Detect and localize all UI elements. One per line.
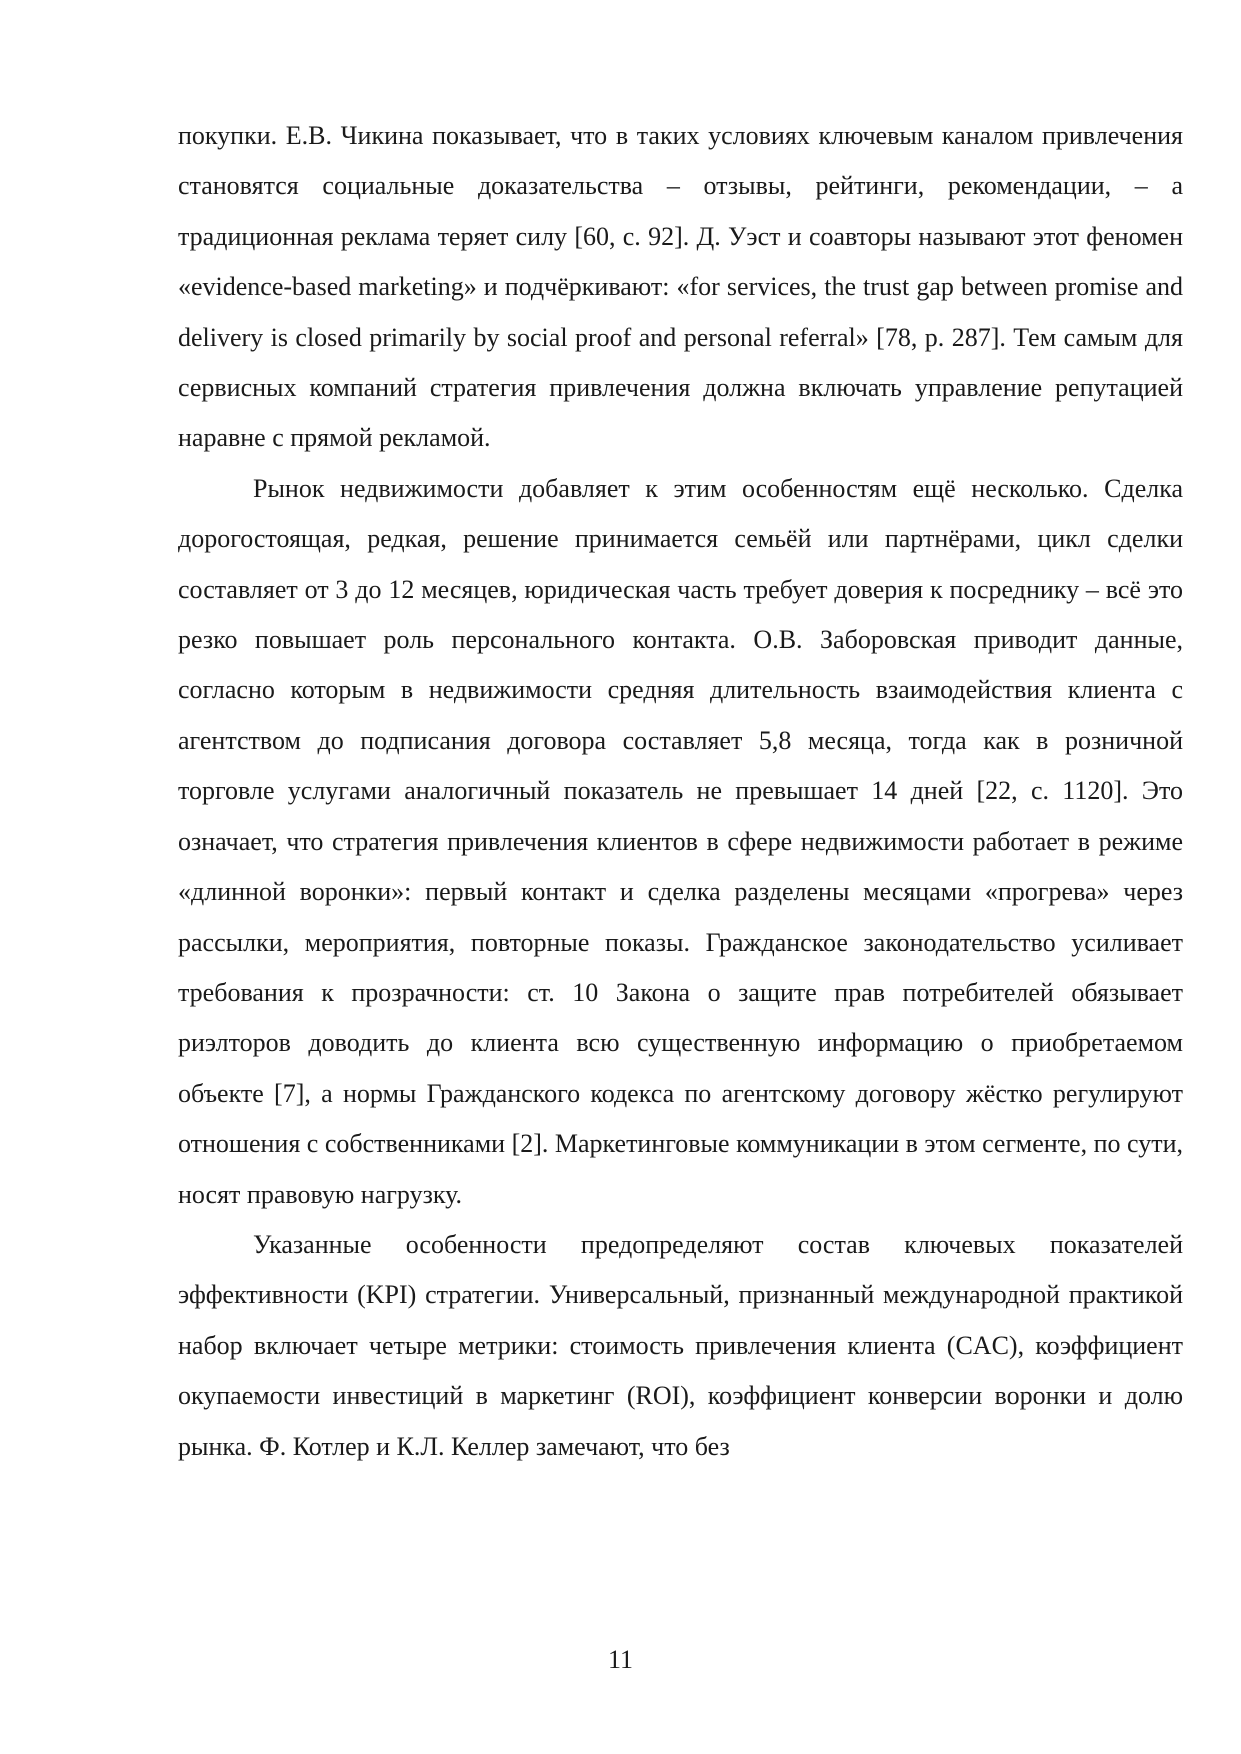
paragraph-continuation: покупки. Е.В. Чикина показывает, что в таких условиях ключевым каналом привлечения становятся социальные доказательства – отзывы, рейтинги, рекомендации, – а традиционная реклама теряет силу [60, с. 92]. Д. Уэст и соавторы называют этот феномен «evidence-based marketing» и подчёркивают: «for services, the trust gap between promise and delivery is closed primarily by social proof and personal referral» [78, p. 287]. Тем самым для сервисных компаний стратегия привлечения должна включать управление репутацией наравне с прямой рекламой.	[178, 121, 1183, 453]
paragraph-real-estate-market: Рынок недвижимости добавляет к этим особенностям ещё несколько. Сделка дорогостоящая, редкая, решение принимается семьёй или партнёрами, цикл сделки составляет от 3 до 12 месяцев, юридическая часть требует доверия к посреднику – всё это резко повышает роль персонального контакта. О.В. Заборовская приводит данные, согласно которым в недвижимости средняя длительность взаимодействия клиента с агентством до подписания договора составляет 5,8 месяца, тогда как в розничной торговле услугами аналогичный показатель не превышает 14 дней [22, с. 1120]. Это означает, что стратегия привлечения клиентов в сфере недвижимости работает в режиме «длинной воронки»: первый контакт и сделка разделены месяцами «прогрева» через рассылки, мероприятия, повторные показы. Гражданское законодательство усиливает требования к прозрачности: ст. 10 Закона о защите прав потребителей обязывает риэлторов доводить до клиента всю существенную информацию о приобретаемом объекте [7], а нормы Гражданского кодекса по агентскому договору жёстко регулируют отношения с собственниками [2]. Маркетинговые коммуникации в этом сегменте, по сути, носят правовую нагрузку.	[178, 473, 1183, 1209]
paragraph-kpi: Указанные особенности предопределяют состав ключевых показателей эффективности (KPI) стратегии. Универсальный, признанный международной практикой набор включает четыре метрики: стоимость привлечения клиента (CAC), коэффициент окупаемости инвестиций в маркетинг (ROI), коэффициент конверсии воронки и долю рынка. Ф. Котлер и К.Л. Келлер замечают, что без	[178, 1229, 1183, 1461]
page-number: 11	[607, 1645, 634, 1674]
body-text	[178, 111, 1183, 1472]
